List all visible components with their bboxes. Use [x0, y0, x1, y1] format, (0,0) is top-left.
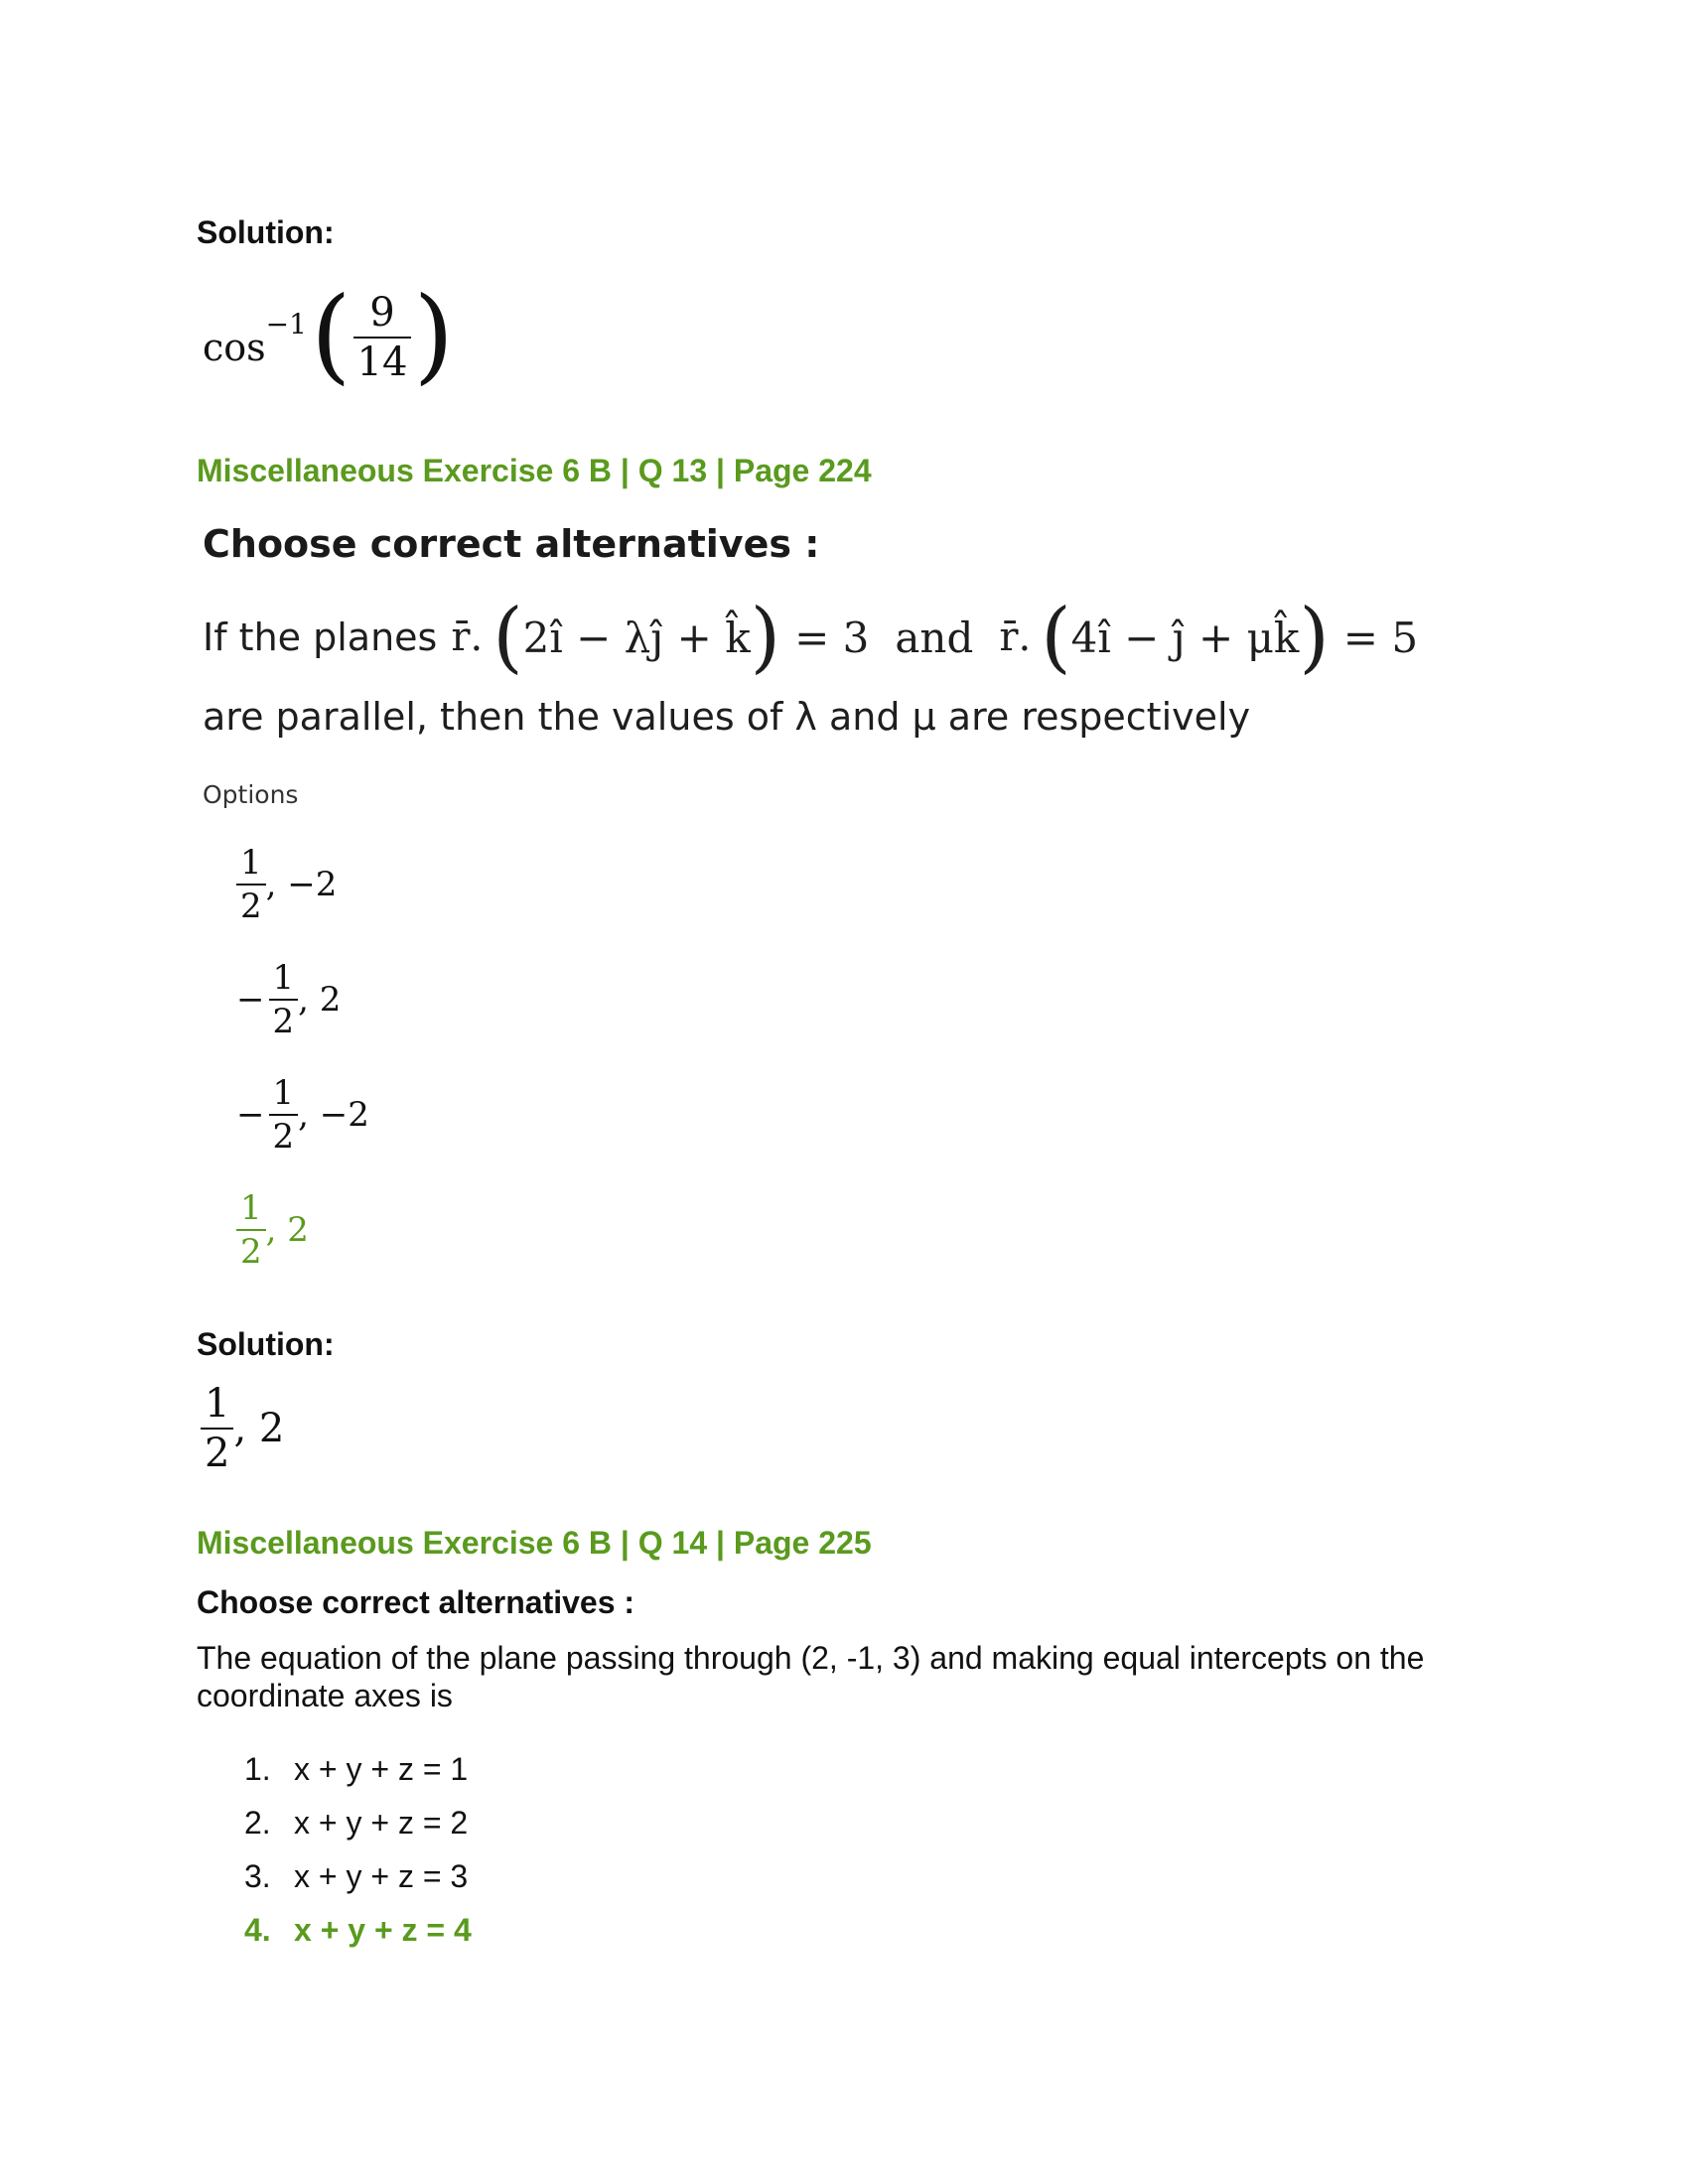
- q14-option-1-number: 1.: [244, 1751, 271, 1787]
- q14-heading[interactable]: Miscellaneous Exercise 6 B | Q 14 | Page 225: [197, 1525, 872, 1561]
- vector-r-2: r̄: [999, 614, 1019, 660]
- plane2-normal: 4î − ĵ + μk̂: [1070, 613, 1300, 662]
- cos-function: cos: [203, 326, 266, 369]
- paren-close-1: ): [750, 593, 781, 682]
- q14-option-4-correct[interactable]: [244, 1912, 472, 1949]
- option-1-num: 1: [240, 843, 262, 883]
- q13-heading[interactable]: Miscellaneous Exercise 6 B | Q 13 | Page 224: [197, 453, 872, 488]
- q14-option-4-number: 4.: [244, 1912, 271, 1948]
- equals-3: = 3: [794, 613, 870, 662]
- fraction-denominator: 14: [356, 340, 408, 385]
- q13-question-line-2: are parallel, then the values of λ and μ are respectively: [203, 695, 1251, 739]
- inverse-superscript: −1: [265, 307, 307, 341]
- solution-label-2: Solution:: [197, 1326, 335, 1362]
- options-label: Options: [203, 780, 299, 809]
- paren-open-2: (: [1041, 593, 1071, 682]
- fraction-9-14: [353, 290, 412, 385]
- option-1-fraction: [236, 843, 266, 926]
- dot-2: .: [1018, 614, 1032, 660]
- option-3-rest: , −2: [298, 1095, 369, 1135]
- equals-5: = 5: [1342, 613, 1419, 662]
- option-4-fraction: [236, 1188, 266, 1272]
- option-4-num: 1: [240, 1188, 262, 1228]
- solution-2-rest: , 2: [233, 1406, 285, 1451]
- paren-close-2: ): [1299, 593, 1330, 682]
- option-3-sign: −: [236, 1095, 265, 1135]
- option-4-den: 2: [240, 1232, 262, 1272]
- q13-question-line-1: [203, 592, 1418, 683]
- dot-1: .: [470, 614, 484, 660]
- paren-open-1: (: [492, 593, 523, 682]
- q14-instruction: Choose correct alternatives :: [197, 1584, 635, 1620]
- option-3-den: 2: [272, 1117, 295, 1157]
- fraction-numerator: 9: [369, 290, 395, 336]
- option-4-rest: , 2: [265, 1210, 309, 1250]
- solution-2-num: 1: [205, 1381, 230, 1427]
- q14-question-line-1: The equation of the plane passing through (2, -1, 3) and making equal intercepts on the: [197, 1640, 1425, 1676]
- solution-2-fraction: [201, 1381, 233, 1476]
- solution-expression-1: [203, 274, 455, 395]
- option-2-sign: −: [236, 980, 265, 1020]
- option-1-den: 2: [240, 887, 262, 926]
- option-2-fraction: [269, 958, 299, 1041]
- q14-question-line-2: coordinate axes is: [197, 1678, 453, 1713]
- option-1[interactable]: [236, 843, 338, 926]
- option-2-rest: , 2: [298, 980, 342, 1020]
- option-1-rest: , −2: [265, 865, 338, 904]
- right-paren: ): [413, 274, 455, 395]
- q14-option-2[interactable]: [244, 1805, 468, 1842]
- option-3-fraction: [269, 1073, 299, 1157]
- q14-option-1[interactable]: [244, 1751, 468, 1788]
- option-4-correct[interactable]: [236, 1188, 309, 1272]
- q14-option-2-text: x + y + z = 2: [294, 1805, 469, 1841]
- q14-option-1-text: x + y + z = 1: [294, 1751, 469, 1787]
- option-2-den: 2: [272, 1002, 295, 1041]
- option-3-num: 1: [272, 1073, 295, 1113]
- vector-r-1: r̄: [451, 614, 471, 660]
- left-paren: (: [310, 274, 352, 395]
- question-lead: If the planes: [203, 615, 438, 659]
- plane1-normal: 2î − λĵ + k̂: [522, 613, 751, 662]
- q14-option-3-number: 3.: [244, 1858, 271, 1894]
- solution-label-1: Solution:: [197, 214, 335, 250]
- q13-instruction: Choose correct alternatives :: [203, 522, 820, 566]
- option-2-num: 1: [272, 958, 295, 998]
- q14-option-3[interactable]: [244, 1858, 468, 1895]
- and-word: and: [895, 613, 974, 662]
- solution-2-den: 2: [205, 1431, 230, 1476]
- q14-option-4-text: x + y + z = 4: [294, 1912, 472, 1948]
- q14-option-2-number: 2.: [244, 1805, 271, 1841]
- option-3[interactable]: [236, 1073, 369, 1157]
- option-2[interactable]: [236, 958, 342, 1041]
- q14-option-3-text: x + y + z = 3: [294, 1858, 469, 1894]
- solution-expression-2: [201, 1381, 285, 1476]
